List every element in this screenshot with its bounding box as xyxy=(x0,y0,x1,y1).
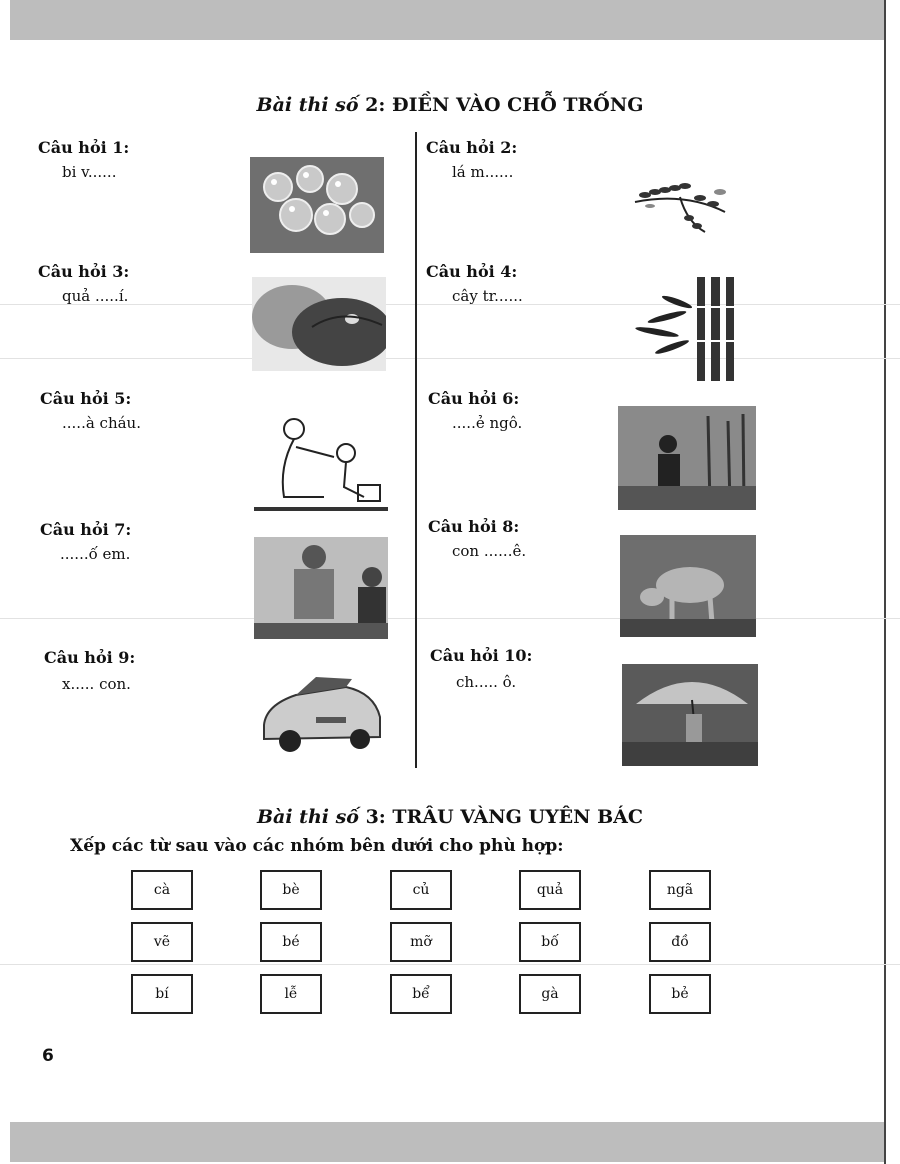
word-box[interactable]: đồ xyxy=(649,922,711,962)
question-2-text: lá m...... xyxy=(452,163,514,181)
instruction-text: Xếp các từ sau vào các nhóm bên dưới cho phù hợp: xyxy=(70,836,564,856)
question-5-text: .....à cháu. xyxy=(62,414,141,432)
bamboo-image xyxy=(627,277,749,381)
marbles-image xyxy=(250,157,384,253)
question-10-text: ch..... ô. xyxy=(456,673,517,691)
column-divider xyxy=(415,132,417,768)
umbrella-image xyxy=(622,664,758,766)
word-box[interactable]: cà xyxy=(131,870,193,910)
goat-image xyxy=(620,535,756,637)
grandmother-child-image xyxy=(254,407,388,511)
word-box[interactable]: ngã xyxy=(649,870,711,910)
father-child-image xyxy=(254,537,388,639)
word-box[interactable]: gà xyxy=(519,974,581,1014)
scan-top-band xyxy=(10,0,886,40)
question-2-title: Câu hỏi 2: xyxy=(426,138,518,157)
scan-bottom-band xyxy=(10,1122,886,1162)
word-box[interactable]: lễ xyxy=(260,974,322,1014)
word-box[interactable]: củ xyxy=(390,870,452,910)
word-box[interactable]: bí xyxy=(131,974,193,1014)
section-2-title: Bài thi số 2: ĐIỀN VÀO CHỖ TRỐNG xyxy=(256,94,644,116)
question-7-text: ......ố em. xyxy=(60,545,131,563)
question-6-title: Câu hỏi 6: xyxy=(428,389,520,408)
question-3-text: quả .....í. xyxy=(62,287,129,305)
corn-field-image xyxy=(618,406,756,510)
page-right-edge xyxy=(884,0,886,1164)
word-box[interactable]: quả xyxy=(519,870,581,910)
word-box[interactable]: bể xyxy=(390,974,452,1014)
question-1-text: bi v...... xyxy=(62,163,117,181)
word-box[interactable]: bẻ xyxy=(649,974,711,1014)
page-number: 6 xyxy=(42,1046,54,1066)
word-box[interactable]: mỡ xyxy=(390,922,452,962)
question-1-title: Câu hỏi 1: xyxy=(38,138,130,157)
scan-artifact-line xyxy=(0,304,900,305)
word-box[interactable]: bè xyxy=(260,870,322,910)
question-3-title: Câu hỏi 3: xyxy=(38,262,130,281)
section-3-title: Bài thi số 3: TRÂU VÀNG UYÊN BÁC xyxy=(256,806,644,828)
word-box[interactable]: vẽ xyxy=(131,922,193,962)
question-8-title: Câu hỏi 8: xyxy=(428,517,520,536)
scan-artifact-line xyxy=(0,964,900,965)
scan-artifact-line xyxy=(0,358,900,359)
word-box[interactable]: bé xyxy=(260,922,322,962)
word-box[interactable]: bố xyxy=(519,922,581,962)
scan-artifact-line xyxy=(0,618,900,619)
leaf-branch-image xyxy=(625,162,747,248)
question-9-text: x..... con. xyxy=(62,675,131,693)
question-4-title: Câu hỏi 4: xyxy=(426,262,518,281)
question-8-text: con ......ê. xyxy=(452,542,527,560)
question-4-text: cây tr...... xyxy=(452,287,523,305)
question-5-title: Câu hỏi 5: xyxy=(40,389,132,408)
car-image xyxy=(256,665,386,757)
question-9-title: Câu hỏi 9: xyxy=(44,648,136,667)
question-7-title: Câu hỏi 7: xyxy=(40,520,132,539)
pumpkin-image xyxy=(252,277,386,371)
question-10-title: Câu hỏi 10: xyxy=(430,646,533,665)
question-6-text: .....ẻ ngô. xyxy=(452,414,523,432)
